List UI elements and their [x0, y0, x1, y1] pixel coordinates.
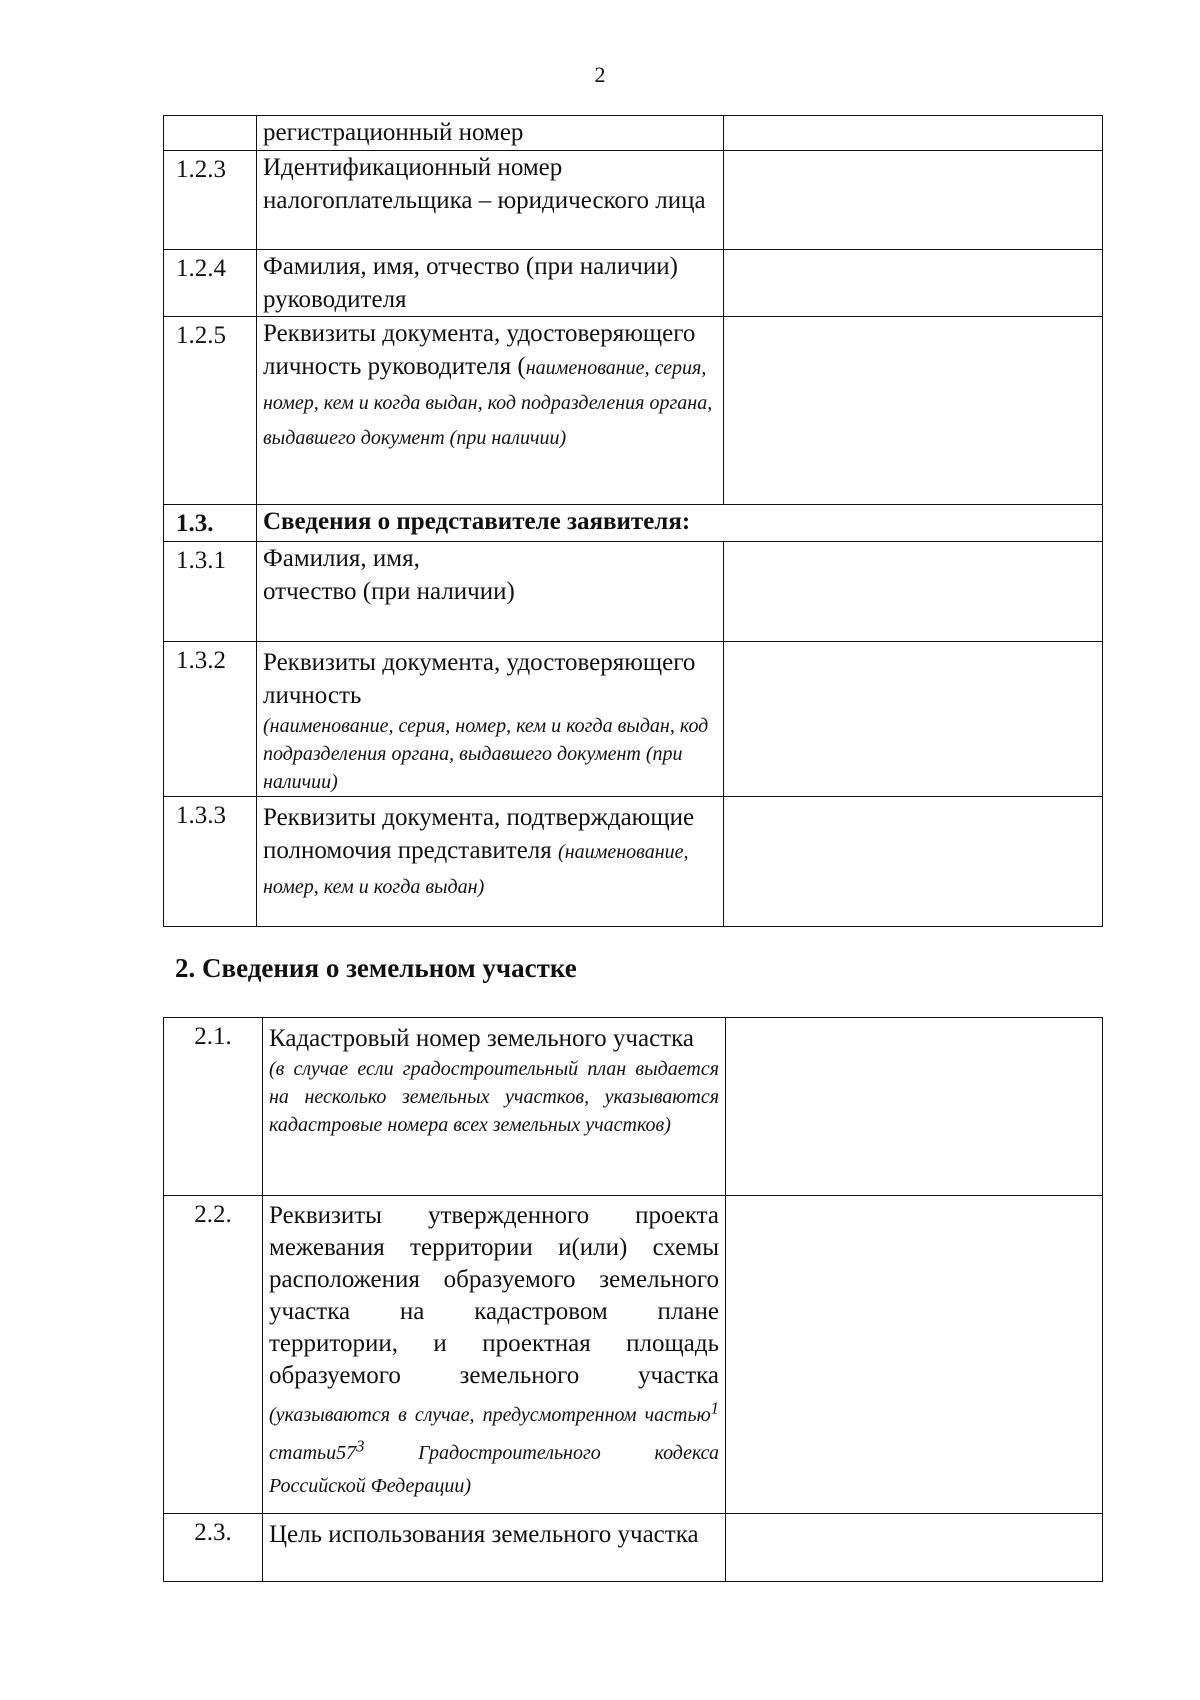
row-value-cell[interactable] — [726, 1514, 1103, 1582]
table-row — [164, 505, 1103, 542]
row-label-text: Реквизиты документа, удостоверяющего личность — [263, 649, 696, 709]
row-label — [257, 317, 723, 455]
row-number: 2.1. — [194, 1023, 232, 1050]
row-number: 1.3.1 — [176, 547, 226, 574]
row-number: 1.3.2 — [176, 647, 226, 674]
applicant-info-table — [163, 115, 1103, 927]
land-plot-table — [163, 1017, 1103, 1582]
row-value-cell[interactable] — [724, 642, 1103, 797]
row-value-cell[interactable] — [726, 1196, 1103, 1514]
note-part: Градостроительного кодекса Российской Федерации) — [269, 1442, 719, 1498]
note-part: (указываются в случае, предусмотренном частью — [269, 1403, 711, 1426]
row-number: 1.2.3 — [176, 156, 226, 183]
row-number-cell — [164, 116, 257, 151]
row-value-cell[interactable] — [726, 1018, 1103, 1196]
footnote-sup: 1 — [710, 1398, 719, 1417]
row-label — [263, 1018, 725, 1139]
table-row — [164, 317, 1103, 505]
row-number: 1.2.5 — [176, 322, 226, 349]
section-heading: 2. Сведения о земельном участке — [175, 953, 577, 983]
row-value-cell[interactable] — [724, 542, 1103, 642]
row-number: 2.2. — [194, 1201, 232, 1228]
row-label-text: Реквизиты утвержденного проекта межевания территории и(или) схемы расположения образуемого земельного участка на кадастровом плане территории, и проектная площадь образуемого земельного участка — [269, 1202, 719, 1389]
table-row — [164, 1514, 1103, 1582]
row-note: (наименование, номер, кем и когда выдан) — [263, 841, 689, 898]
row-label: Фамилия, имя, отчество (при наличии) руководителя — [263, 253, 678, 313]
row-label — [257, 542, 723, 608]
row-label — [263, 1196, 725, 1502]
row-value-cell[interactable] — [724, 151, 1103, 250]
table-row — [164, 1018, 1103, 1196]
table-row — [164, 1196, 1103, 1514]
row-label — [257, 797, 723, 904]
row-label: Сведения о представителе заявителя: — [263, 508, 691, 535]
row-note: (в случае если градостроительный план выдается на несколько земельных участков, указываются кадастровые номера всех земельных участков) — [269, 1058, 719, 1136]
row-label: Идентификационный номер налогоплательщика – юридического лица — [263, 154, 706, 214]
row-value-cell[interactable] — [724, 250, 1103, 317]
row-label: Цель использования земельного участка — [269, 1521, 699, 1548]
row-number: 1.3. — [176, 510, 214, 537]
row-label-text: Кадастровый номер земельного участка — [269, 1025, 694, 1052]
table-row — [164, 151, 1103, 250]
row-label-cell: регистрационный номер — [257, 116, 724, 151]
row-label — [257, 642, 723, 796]
table-row — [164, 250, 1103, 317]
row-note: (наименование, серия, номер, кем и когда выдан, код подразделения органа, выдавшего документ (при наличии) — [263, 715, 709, 793]
row-label-line1: Фамилия, имя, — [263, 545, 420, 572]
row-label-text: Реквизиты документа, подтверждающие полномочия представителя — [263, 804, 695, 864]
row-note — [269, 1398, 719, 1498]
page-number: 2 — [594, 62, 606, 87]
footnote-sup: 3 — [356, 1436, 365, 1456]
row-number: 1.2.4 — [176, 255, 226, 282]
row-value-cell[interactable] — [724, 797, 1103, 927]
table-row — [164, 797, 1103, 927]
row-label-text: Реквизиты документа, удостоверяющего личность руководителя ( — [263, 320, 696, 380]
table-row — [164, 542, 1103, 642]
note-part: статьи57 — [269, 1442, 357, 1465]
row-number: 2.3. — [194, 1519, 232, 1546]
row-number: 1.3.3 — [176, 802, 226, 829]
row-value-cell[interactable] — [724, 317, 1103, 505]
row-note: наименование, серия, номер, кем и когда выдан, код подразделения органа, выдавшего документ (при наличии) — [263, 357, 713, 449]
row-label-line2: отчество (при наличии) — [263, 578, 515, 605]
table-row — [164, 642, 1103, 797]
row-value-cell[interactable] — [724, 116, 1103, 151]
table-row — [164, 116, 1103, 151]
